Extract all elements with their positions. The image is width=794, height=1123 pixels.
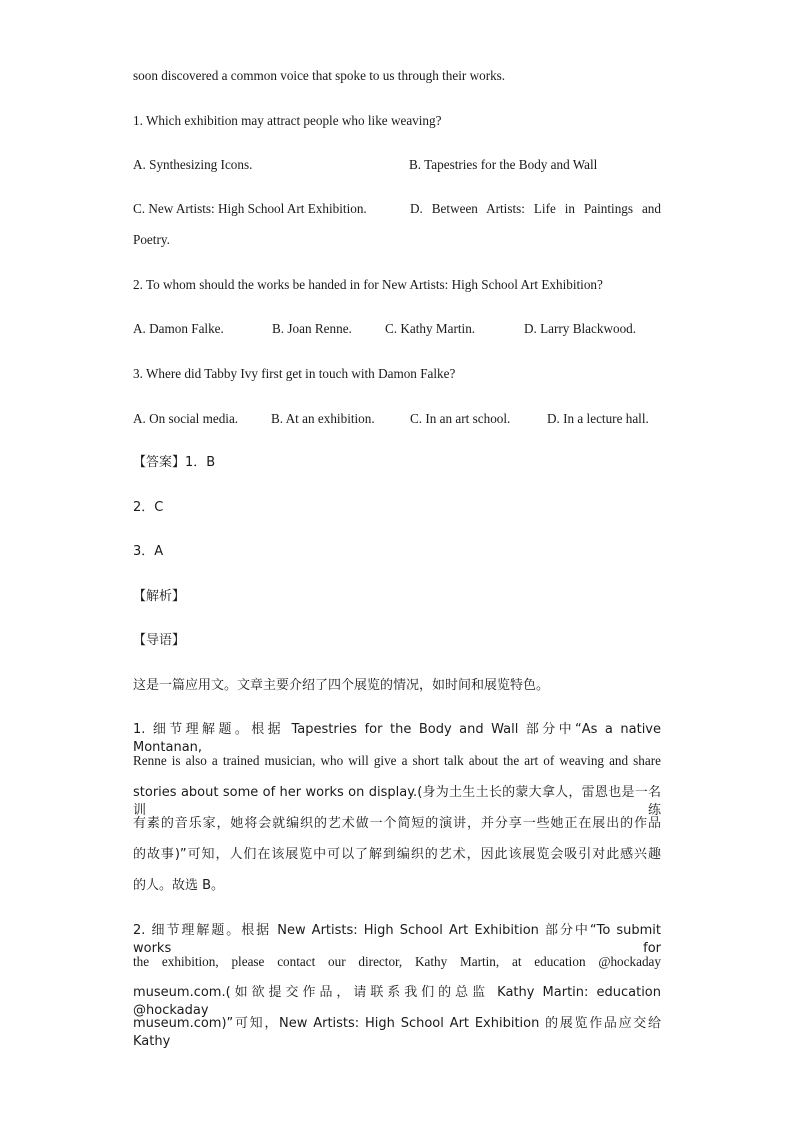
q2-option-c: C. Kathy Martin. — [385, 321, 476, 336]
question-1-stem: 1. Which exhibition may attract people who like weaving? — [133, 113, 442, 128]
q1-option-d: D. Between Artists: Life in Paintings and — [410, 201, 661, 216]
explanation-1-line-1: 1. 细节理解题。根据 Tapestries for the Body and Wall 部分中“As a native Montanan, — [133, 722, 661, 755]
q1-option-d-wrap: Poetry. — [133, 232, 170, 247]
explanation-2-line-1: 2. 细节理解题。根据 New Artists: High School Art Exhibition 部分中“To submit works for — [133, 923, 661, 956]
explanation-1-line-3: stories about some of her works on display.(身为土生土长的蒙大拿人，雷恩也是一名训练 — [133, 785, 661, 818]
answer-2: 2．C — [133, 500, 164, 515]
q3-option-d: D. In a lecture hall. — [547, 411, 649, 426]
analysis-label: 【解析】 — [133, 589, 186, 604]
question-2-stem: 2. To whom should the works be handed in for New Artists: High School Art Exhibition? — [133, 277, 603, 292]
passage-tail: soon discovered a common voice that spoke to us through their works. — [133, 68, 506, 83]
explanation-2-line-3: museum.com.(如欲提交作品，请联系我们的总监 Kathy Martin: education @hockaday — [133, 985, 661, 1018]
q1-option-c: C. New Artists: High School Art Exhibition. — [133, 201, 367, 216]
guide-label: 【导语】 — [133, 633, 186, 648]
question-3-stem: 3. Where did Tabby Ivy first get in touch with Damon Falke? — [133, 366, 456, 381]
q2-option-b: B. Joan Renne. — [272, 321, 352, 336]
q2-option-d: D. Larry Blackwood. — [524, 321, 637, 336]
answer-3: 3．A — [133, 544, 164, 559]
q1-option-a: A. Synthesizing Icons. — [133, 157, 253, 172]
explanation-1-line-6: 的人。故选 B。 — [133, 878, 225, 893]
guide-text: 这是一篇应用文。文章主要介绍了四个展览的情况，如时间和展览特色。 — [133, 678, 550, 693]
q3-option-b: B. At an exhibition. — [271, 411, 375, 426]
explanation-2-line-4: museum.com)”可知，New Artists: High School Art Exhibition 的展览作品应交给 Kathy — [133, 1016, 661, 1049]
q1-option-b: B. Tapestries for the Body and Wall — [409, 157, 598, 172]
explanation-1-line-5: 的故事)”可知，人们在该展览中可以了解到编织的艺术，因此该展览会吸引对此感兴趣 — [133, 847, 661, 862]
explanation-1-line-2: Renne is also a trained musician, who will give a short talk about the art of weaving and share — [133, 753, 661, 768]
explanation-2-line-2: the exhibition, please contact our director, Kathy Martin, at education @hockaday — [133, 954, 661, 969]
q3-option-c: C. In an art school. — [410, 411, 511, 426]
q3-option-a: A. On social media. — [133, 411, 239, 426]
explanation-1-line-4: 有素的音乐家，她将会就编织的艺术做一个简短的演讲，并分享一些她正在展出的作品 — [133, 816, 661, 831]
q2-option-a: A. Damon Falke. — [133, 321, 224, 336]
answer-label: 【答案】1．B — [133, 455, 216, 470]
